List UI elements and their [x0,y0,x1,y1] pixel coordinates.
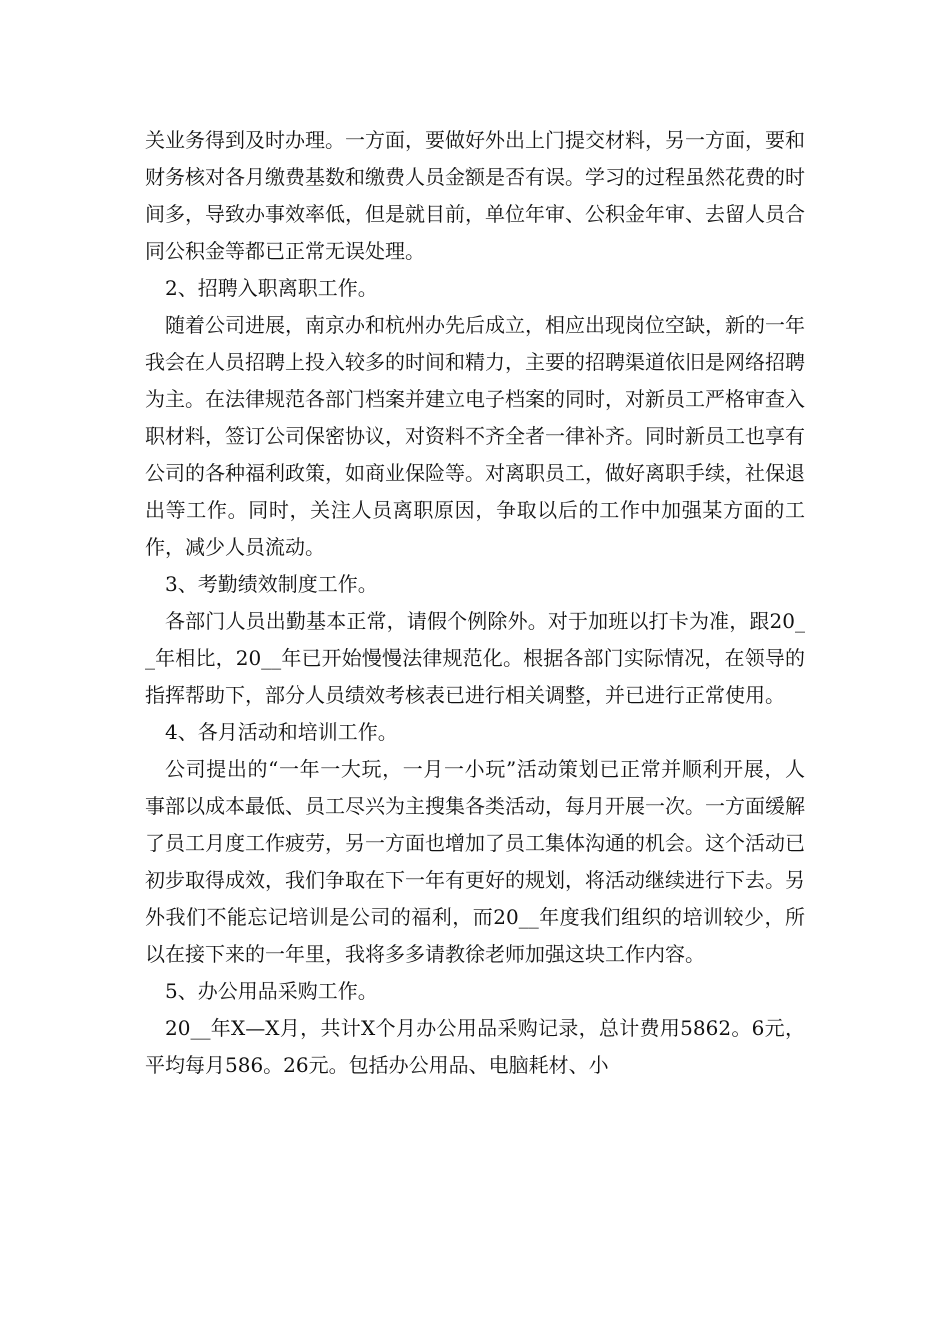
document-body [145,122,805,1084]
section-heading-attendance: 3、考勤绩效制度工作。 [165,572,378,596]
section-heading-recruitment: 2、招聘入职离职工作。 [165,276,378,300]
paragraph-activities: 公司提出的“一年一大玩，一月一小玩”活动策划已正常并顺利开展，人事部以成本最低、员工尽兴为主搜集各类活动，每月开展一次。一方面缓解了员工月度工作疲劳，另一方面也增加了员工集体沟通的机会。这个活动已初步取得成效，我们争取在下一年有更好的规划，将活动继续进行下去。另外我们不能忘记培训是公司的福利，而20__年度我们组织的培训较少，所以在接下来的一年里，我将多多请教徐老师加强这块工作内容。 [145,757,805,966]
paragraph-attendance: 各部门人员出勤基本正常，请假个例除外。对于加班以打卡为准，跟20__年相比，20__年已开始慢慢法律规范化。根据各部门实际情况，在领导的指挥帮助下，部分人员绩效考核表已进行相关调整，并已进行正常使用。 [145,609,805,707]
paragraph-continuation: 关业务得到及时办理。一方面，要做好外出上门提交材料，另一方面，要和财务核对各月缴费基数和缴费人员金额是否有误。学习的过程虽然花费的时间多，导致办事效率低，但是就目前，单位年审、公积金年审、去留人员合同公积金等都已正常无误处理。 [145,128,805,263]
paragraph-recruitment: 随着公司进展，南京办和杭州办先后成立，相应出现岗位空缺，新的一年我会在人员招聘上投入较多的时间和精力，主要的招聘渠道依旧是网络招聘为主。在法律规范各部门档案并建立电子档案的同时，对新员工严格审查入职材料，签订公司保密协议，对资料不齐全者一律补齐。同时新员工也享有公司的各种福利政策，如商业保险等。对离职员工，做好离职手续，社保退出等工作。同时，关注人员离职原因，争取以后的工作中加强某方面的工作，减少人员流动。 [145,313,805,559]
section-heading-office-supplies: 5、办公用品采购工作。 [165,979,378,1003]
paragraph-office-supplies: 20__年X—X月，共计X个月办公用品采购记录，总计费用5862。6元，平均每月586。26元。包括办公用品、电脑耗材、小 [145,1016,805,1077]
section-heading-activities: 4、各月活动和培训工作。 [165,720,398,744]
